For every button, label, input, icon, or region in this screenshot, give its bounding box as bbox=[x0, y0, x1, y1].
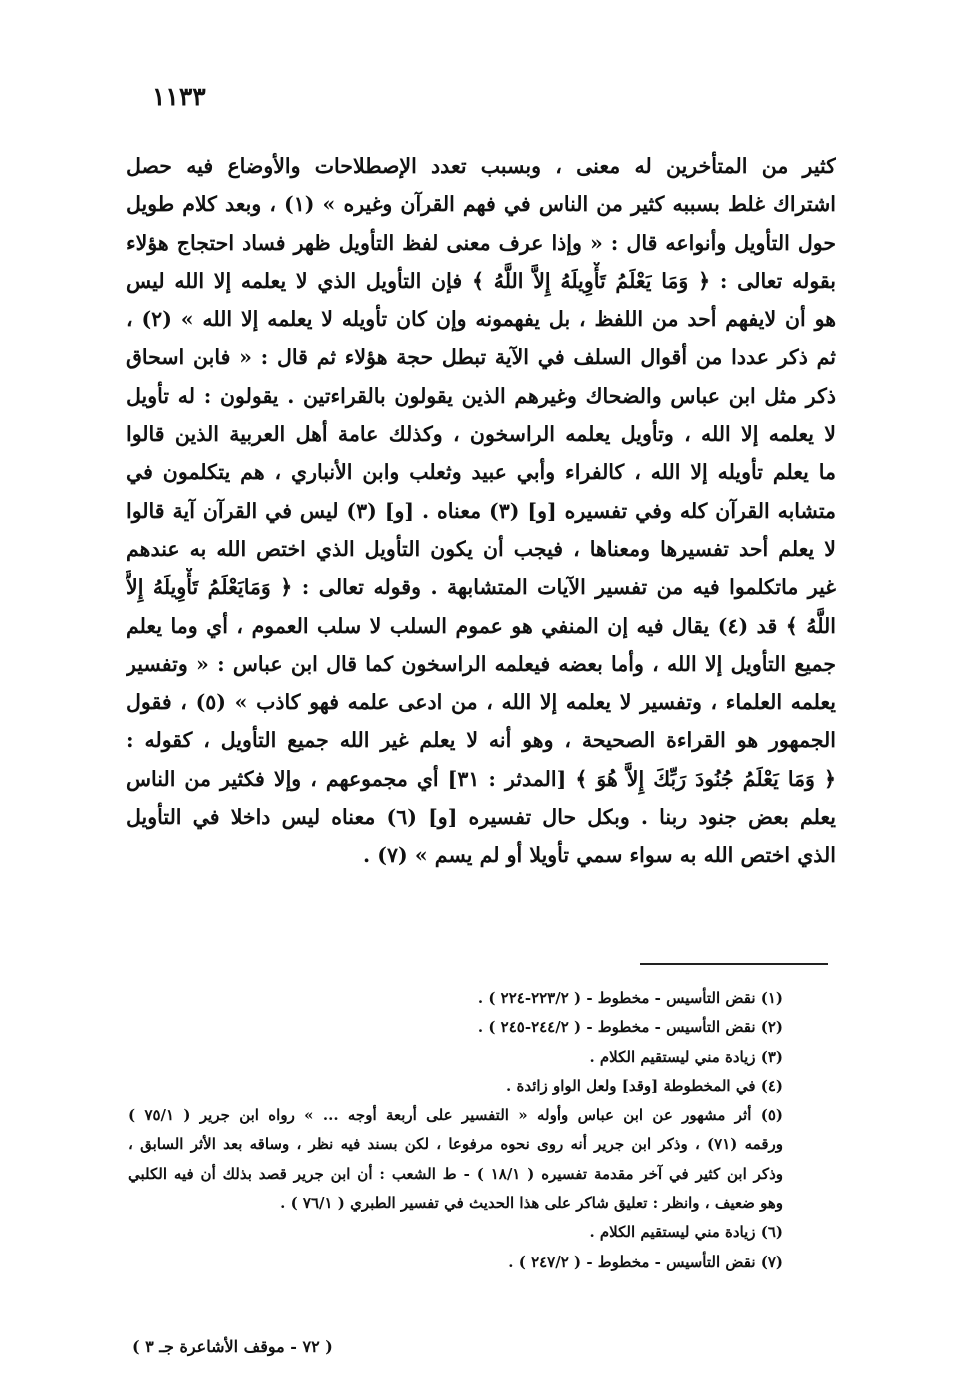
text-line: ﴿ وَمَا يَعْلَمُ جُنُودَ رَبِّكَ إِلاَّ هُوَ ﴾ [المدثر : ٣١] أي مجموعهم ، وإلا فكثير من الناس bbox=[126, 766, 836, 791]
footnote-line: (٧) نقض التأسيس - مخطوط - ( ٢٤٧/٢ ) . bbox=[508, 1252, 783, 1271]
text-line: بقوله تعالى : ﴿ وَمَا يَعْلَمُ تَأْوِيلَهُ إِلاَّ اللَّهُ ﴾ فإن التأويل الذي لا يعلمه إلا الله ليس bbox=[126, 268, 836, 293]
footnote-separator bbox=[640, 963, 828, 965]
footnote-line: (٥) أثر مشهور عن ابن عباس وأوله « التفسير على أربعة أوجه ... » رواه ابن جرير ( ٧٥/١ ) bbox=[128, 1106, 783, 1125]
text-line: لا يعلمه إلا الله ، وتأويل يعلمه الراسخون ، وكذلك عامة أهل العربية الذين قالوا bbox=[126, 422, 836, 447]
footnote-line: وذكر ابن كثير في آخر مقدمة تفسيره ( ١٨/١ ) - ط الشعب : أن ابن جرير قصد بذلك أن فيه الكلبي bbox=[128, 1164, 783, 1183]
page-footer: ( ٧٢ - موقف الأشاعرة جـ ٣ ) bbox=[132, 1337, 333, 1356]
text-line: ثم ذكر عددا من أقوال السلف في الآية تبطل حجة هؤلاء ثم قال : « فابن اسحاق bbox=[126, 345, 836, 370]
text-line: ذكر مثل ابن عباس والضحاك وغيرهم الذين يقولون بالقراءتين . يقولون : له تأويل bbox=[126, 383, 836, 408]
footnote-line: وهو ضعيف ، وانظر : تعليق شاكر على هذا الحديث في تفسير الطبري ( ٧٦/١ ) . bbox=[280, 1194, 783, 1213]
text-line: حول التأويل وأنواعه قال : « وإذا عرف معنى لفظ التأويل ظهر فساد احتجاج هؤلاء bbox=[126, 230, 836, 255]
text-line: لا يعلم أحد تفسيرها ومعناها ، فيجب أن يكون التأويل الذي اختص الله به عندهم bbox=[126, 536, 836, 561]
text-line: هو أن لايفهم أحد من اللفظ ، بل يفهمونه وإن كان تأويله لا يعلمه إلا الله » (٢) ، bbox=[126, 307, 836, 332]
page-number: ١١٣٣ bbox=[152, 82, 206, 111]
footnotes-block bbox=[128, 984, 783, 1277]
text-line: اشتراك غلط بسببه كثير من الناس في فهم القرآن وغيره » (١) ، وبعد كلام طويل bbox=[126, 192, 836, 217]
footnote-line: (٢) نقض التأسيس - مخطوط - ( ٢٤٤/٢-٢٤٥ ) . bbox=[477, 1018, 783, 1037]
text-line: يعلم بعض جنود ربنا . وبكل حال تفسيره [و] (٦) معناه ليس داخلا في التأويل bbox=[126, 805, 836, 830]
text-line: جميع التأويل إلا الله ، وأما بعضه فيعلمه الراسخون كما قال ابن عباس : « وتفسير bbox=[126, 651, 836, 676]
text-line: غير ماتكلموا فيه من تفسير الآيات المتشابهة . وقوله تعالى : ﴿ وَمَايَعْلَمُ تَأْوِيلَهُ إِلاَّ bbox=[126, 575, 836, 600]
footnote-line: (٤) في المخطوطة [وقد] ولعل الواو زائدة . bbox=[506, 1076, 783, 1095]
footnote-line: (١) نقض التأسيس - مخطوط - ( ٢٢٣/٢-٢٢٤ ) . bbox=[477, 989, 783, 1007]
footnote-line: (٦) زيادة مني ليستقيم الكلام . bbox=[589, 1223, 783, 1242]
text-line: اللَّهُ ﴾ قد (٤) يقال فيه إن المنفي هو عموم السلب لا سلب العموم ، أي وما يعلم bbox=[126, 613, 836, 638]
main-text-block bbox=[126, 147, 836, 875]
text-line: متشابه القرآن كله وفي تفسيره [و] (٣) معناه . [و] (٣) ليس في القرآن آية قالوا bbox=[126, 498, 836, 523]
footnote-line: (٣) زيادة مني ليستقيم الكلام . bbox=[589, 1047, 783, 1066]
text-line: كثير من المتأخرين له معنى ، وبسبب تعدد الإصطلاحات والأوضاع فيه حصل bbox=[126, 154, 836, 178]
text-line: ما يعلم تأويله إلا الله ، كالفراء وأبي عبيد وثعلب وابن الأنباري ، هم يتكلمون في bbox=[126, 460, 836, 485]
text-line: الذي اختص الله به سواء سمي تأويلا أو لم يسم » (٧) . bbox=[363, 843, 836, 868]
text-line: الجمهور هو القراءة الصحيحة ، وهو أنه لا يعلم غير الله جميع التأويل ، كقوله : bbox=[126, 728, 836, 753]
footnote-line: ورقمه (٧١) ، وذكر ابن جرير أنه روى نحوه مرفوعا ، لكن بسند فيه نظر ، وساقه بعد الأثر السابق ، bbox=[128, 1135, 783, 1154]
text-line: يعلمه العلماء ، وتفسير لا يعلمه إلا الله ، من ادعى علمه فهو كاذب » (٥) ، فقول bbox=[126, 690, 836, 715]
